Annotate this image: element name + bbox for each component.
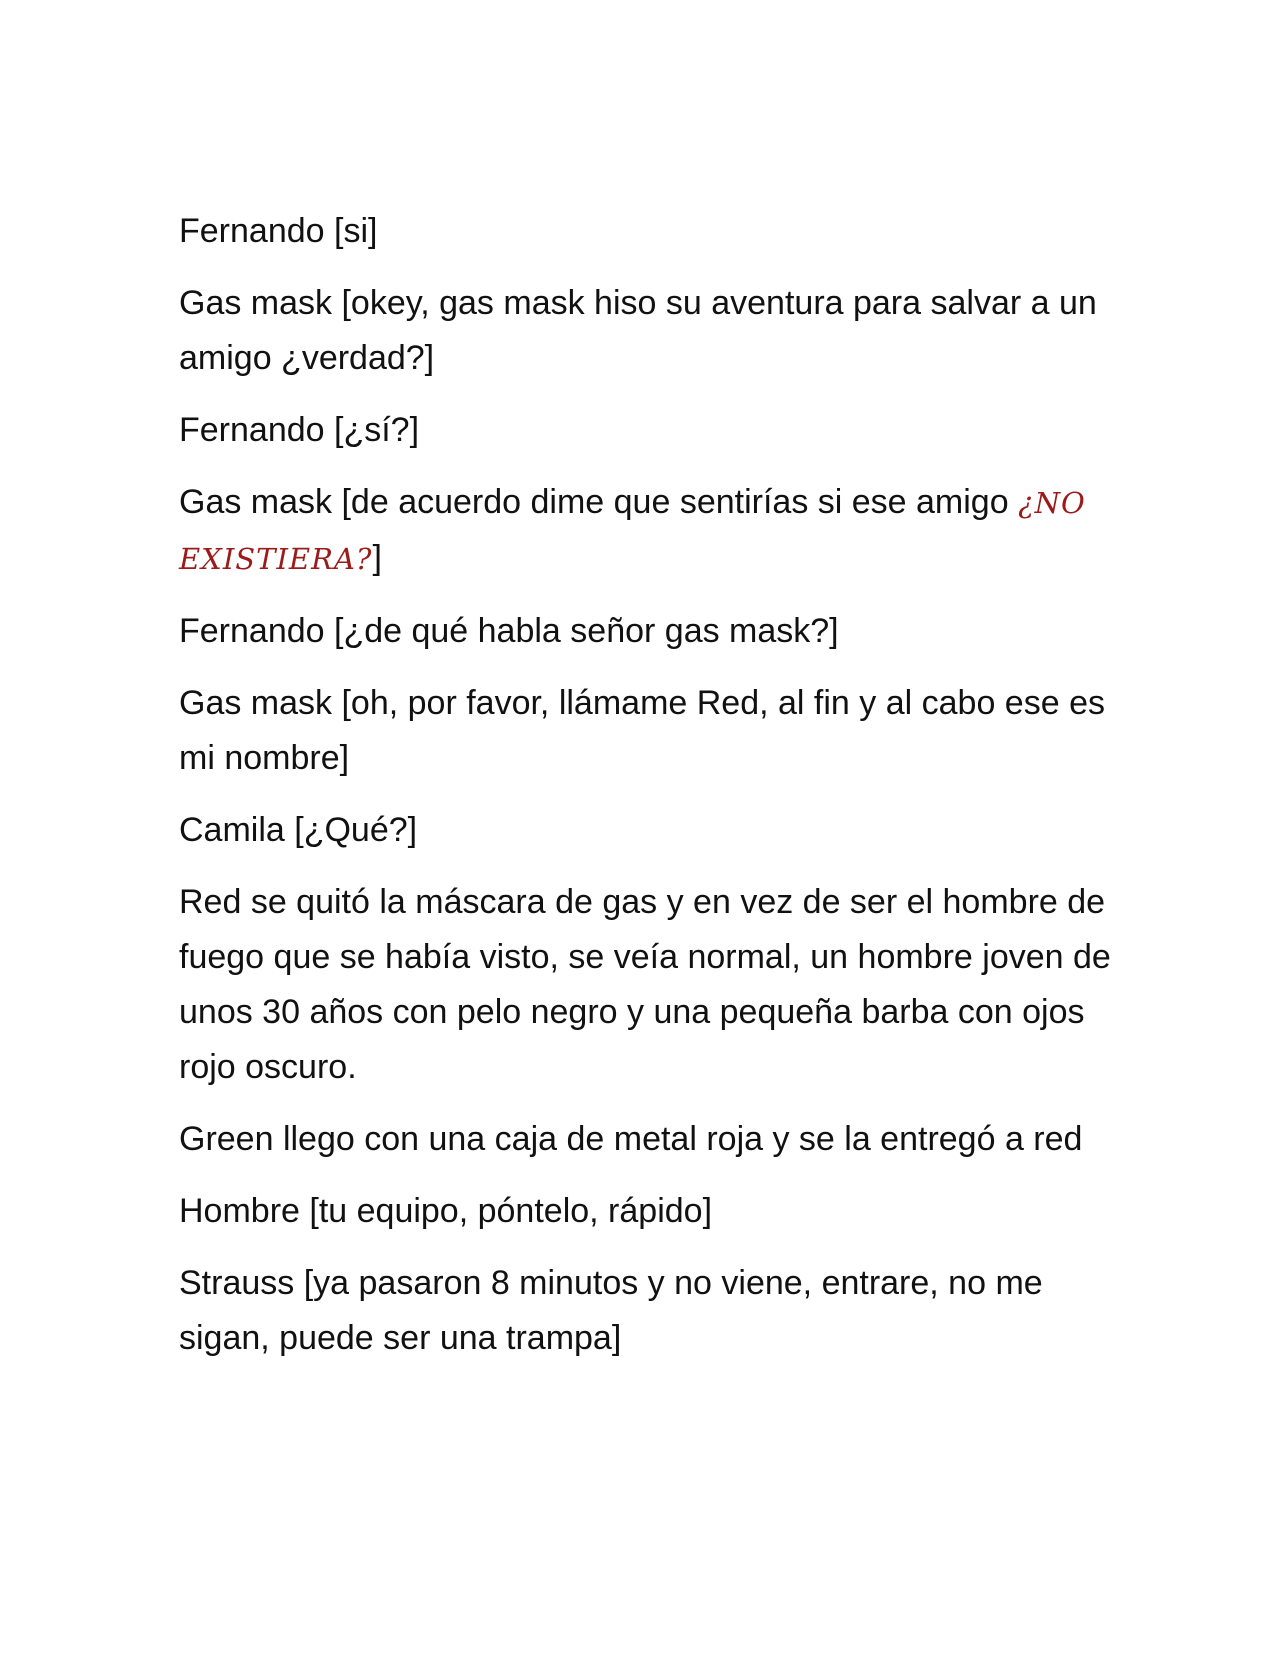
paragraph-9: Green llego con una caja de metal roja y se la entregó a red — [179, 1120, 1083, 1158]
paragraph-1: Fernando [si] — [179, 212, 378, 250]
paragraph-6: Gas mask [oh, por favor, llámame Red, al fin y al cabo ese es mi nombre] — [179, 684, 1105, 777]
paragraph-2: Gas mask [okey, gas mask hiso su aventura para salvar a un amigo ¿verdad?] — [179, 284, 1097, 377]
paragraph-8: Red se quitó la máscara de gas y en vez de ser el hombre de fuego que se había visto, se veía normal, un hombre joven de unos 30 años con pelo negro y una pequeña barba con ojos rojo oscuro. — [179, 883, 1111, 1086]
paragraph-5: Fernando [¿de qué habla señor gas mask?] — [179, 612, 839, 650]
paragraph-3: Fernando [¿sí?] — [179, 411, 420, 449]
paragraph-4 — [179, 475, 1119, 587]
red-emphasis-text: ¿NO EXISTIERA? — [179, 486, 1086, 576]
document-body — [179, 204, 1119, 1383]
paragraph-4-tail: ] — [372, 539, 382, 577]
paragraph-11: Strauss [ya pasaron 8 minutos y no viene, entrare, no me sigan, puede ser una trampa] — [179, 1264, 1043, 1357]
paragraph-7: Camila [¿Qué?] — [179, 811, 418, 849]
paragraph-4-lead: Gas mask [de acuerdo dime que sentirías si ese amigo — [179, 483, 1019, 521]
paragraph-10: Hombre [tu equipo, póntelo, rápido] — [179, 1192, 713, 1230]
